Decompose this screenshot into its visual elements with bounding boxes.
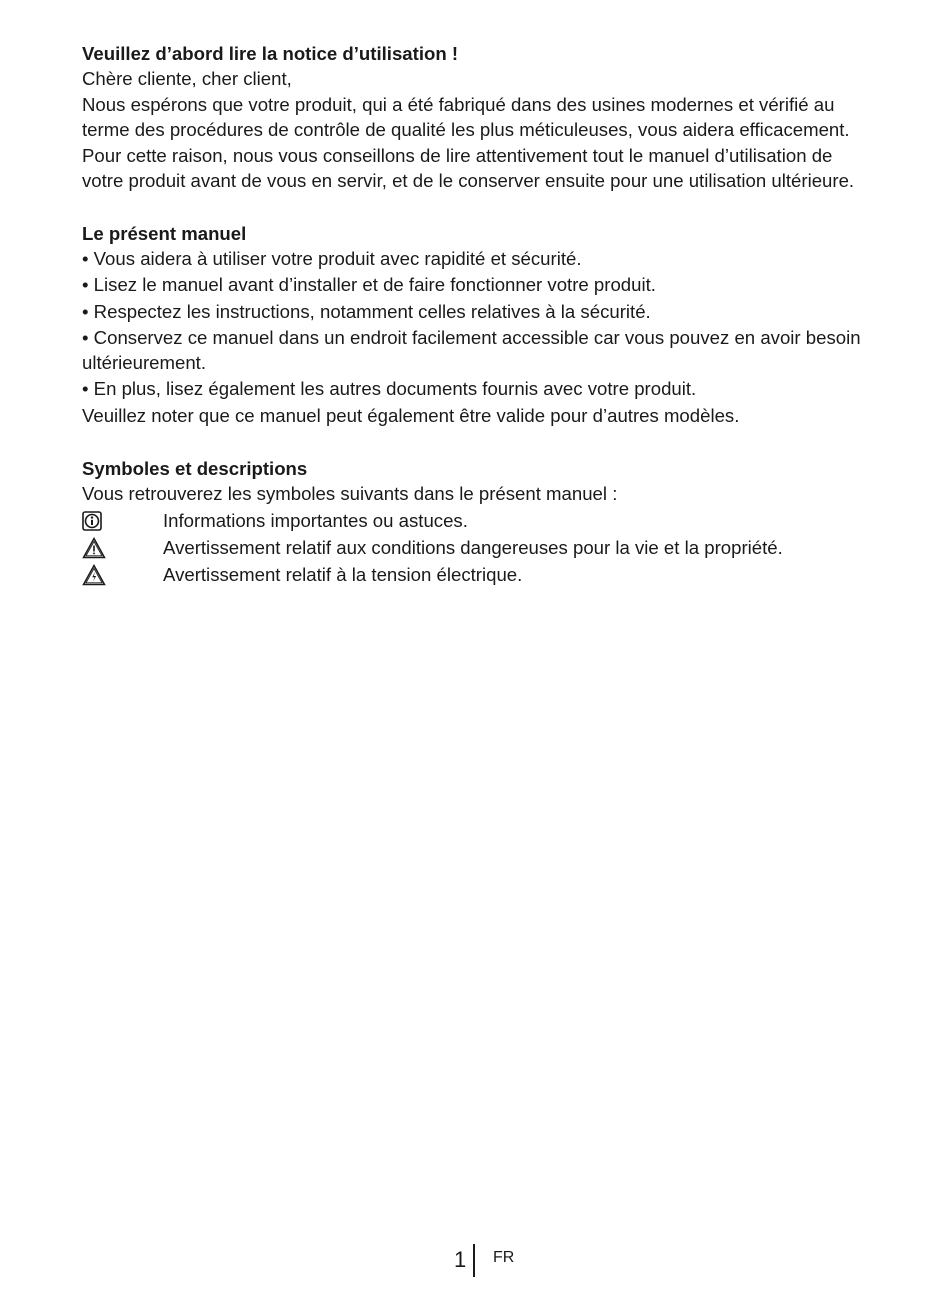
electric-warning-icon <box>82 563 163 587</box>
manual-note: Veuillez noter que ce manuel peut également être valide pour d’autres modèles. <box>82 404 740 426</box>
symbols-intro: Vous retrouverez les symboles suivants dans le présent manuel : <box>82 482 618 504</box>
document-body <box>82 42 872 587</box>
symbols-heading: Symboles et descriptions <box>82 458 308 479</box>
intro-paragraph: Nous espérons que votre produit, qui a été fabriqué dans des usines modernes et vérifié au terme des procédures de contrôle de qualité les plus méticuleuses, vous aidera efficacement. <box>82 94 850 140</box>
footer-divider <box>473 1244 475 1277</box>
symbol-row-electric <box>82 563 872 588</box>
symbol-row-info <box>82 509 872 534</box>
page-number: 1 <box>454 1247 467 1272</box>
manual-bullet: • Vous aidera à utiliser votre produit avec rapidité et sécurité. <box>82 247 582 269</box>
manual-bullet: • Conservez ce manuel dans un endroit facilement accessible car vous pouvez en avoir besoin ultérieurement. <box>82 327 861 373</box>
language-code: FR <box>493 1249 515 1266</box>
symbol-description: Avertissement relatif à la tension électrique. <box>163 563 523 585</box>
symbol-row-warning <box>82 536 872 561</box>
info-icon <box>82 509 163 533</box>
intro-paragraph: Pour cette raison, nous vous conseillons de lire attentivement tout le manuel d’utilisation de votre produit avant de vous en servir, et de le conserver ensuite pour une utilisation ultérieure. <box>82 145 855 191</box>
symbol-description: Informations importantes ou astuces. <box>163 509 468 531</box>
intro-heading: Veuillez d’abord lire la notice d’utilisation ! <box>82 43 459 64</box>
manual-bullet: • En plus, lisez également les autres documents fournis avec votre produit. <box>82 378 697 399</box>
manual-bullet: • Lisez le manuel avant d’installer et de faire fonctionner votre produit. <box>82 274 656 295</box>
symbol-description: Avertissement relatif aux conditions dangereuses pour la vie et la propriété. <box>163 536 783 558</box>
page-footer <box>0 1244 950 1278</box>
warning-triangle-icon <box>82 536 163 560</box>
manual-bullet: • Respectez les instructions, notamment celles relatives à la sécurité. <box>82 300 651 322</box>
greeting: Chère cliente, cher client, <box>82 67 292 89</box>
manual-heading: Le présent manuel <box>82 223 247 244</box>
